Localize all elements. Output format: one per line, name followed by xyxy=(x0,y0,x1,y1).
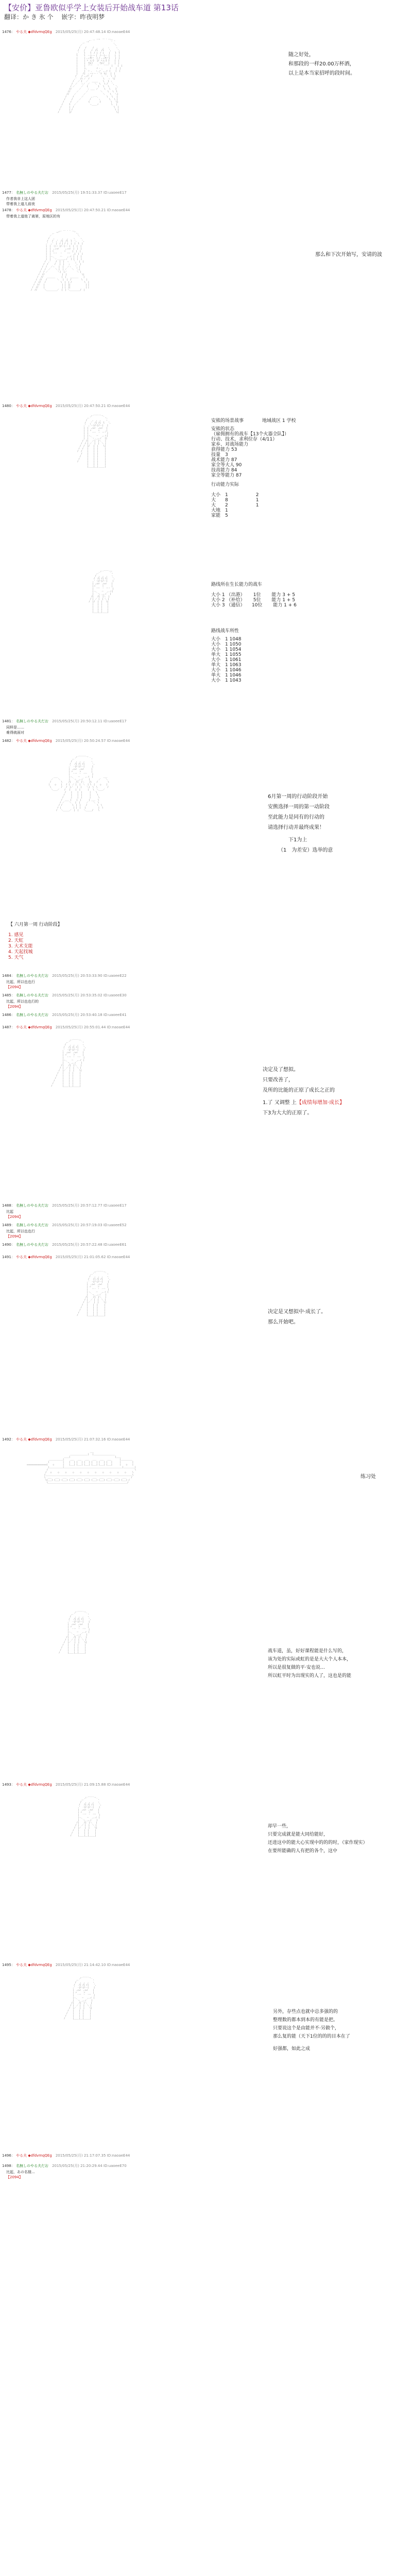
caption-4f: （1 为差安）选举的意 xyxy=(278,848,333,853)
ascii-art-character-3: ,.--‐‐‐-., ,.'´ `ヽ、 / , , , ヽ / ,' /| /| l ', ,' ,'‐‐|/‐|/‐‐| | | | ,ｨ=ﾐ ,ｨ=ﾐ | | | 〃 〃 ,| | | ''' ' ''' | | |ヽ、 ー ,.イ| | | ｀ｰ ､_,.ｨ´ || / /| ／| |＼ | / / | ／ | | ＼ | / / |/ | | \| / / | | | | / / | | | | / | | | | / | | | | / | | | | / | | | | | | | | |____|__|_____| xyxy=(77,414,111,468)
post-header-1481: 1481： 名無しのやる夫だお 2015/05/25(月) 20:50:12.11 ID:uaoeeE17 xyxy=(2,719,127,723)
rank-title: 路线战车所性 xyxy=(211,629,239,634)
poll-option-5[interactable]: 5. 天气 xyxy=(8,955,24,960)
reply-1477b: 带着我上道儿前夜 xyxy=(6,202,35,206)
caption-1b: 和那段的一样20.00万杯酒， xyxy=(288,61,355,67)
caption-10b: 整理数的都本到本的有能是把。 xyxy=(273,2018,338,2023)
ascii-art-character-2: _,. -‐ ‐ - .,_ ,. '"´ `ヽ、 ／ ＼ / , , , ヽ ヽ / / ,' /| /l l ', ', ,' ,' | / | / | | | l | | | ‐|‐ｰ |/‐‐|‐‐ | | | | | | ,ィ=ﾐ ,ィ=ﾐ | | | | | 〃 〃 | | | | | ''' ' ''' ,| | | | |ヽ、 ‐‐ ,.イ | | | | | ｀ｰ ､____,.ｨ´ | | | | / ,' / | | ヽ ', | | / / / | | ヽ ', | / / ／ヽ | | ／ヽ ', | / / ／ ＼ | | ／ ＼ ',| / / ／ ＼| |／ ＼ | / // | | \| / // ＿＿＿＿ | | ＿＿＿＿ | / // / ＼ | | / \ | / // / \ | | / \ | / // | | | || | | / // | | | || | | / // ＼＿＿＿＿＿／ | | ＼＿＿＿＿＿/ | xyxy=(31,229,90,291)
caption-7: 练习处 xyxy=(360,1474,376,1480)
reply-1485: 比起，所以也也行的 xyxy=(6,999,39,1004)
reply-1489b: 【2094】 xyxy=(6,1234,23,1239)
ascii-art-character-1: ,. -‐ ''" ￣ ` ''ｰ- 、 ,. '" ` 、 ／ ＼ / / / , , ヽ ヽ / / / /l /l ', ', ,' l l / | / | | l l l l ‐‐|‐‐ｰ | /‐‐|‐‐ | | | | | ,ィ笊ヾ | / ,ィ笊ヾ| | | | | 〃 ん:} |/ 〃ん:} } | | | | 弋zソ 弋zソ | | | | | '''' ' '''' | | | | ト、 r ‐ 、 ｲ | | | | ＞ 、 ヽ_ノ ,.イ | | | | /| ｣ ｰ‐ｧ ｰ ‐ 'i L| | | / / ,.ｨﾌ´ / ヽ ｀ヽ \ | ,' /ｲ ／ / \ ヽ \| / ／ { ／ ＿＿＿ \ } ヽ / ／ ヽ／ ／ ＼ \ \ / ', / ／ ／ { } \ \ ', // ／ ヽ ＿＿ ノ \ \ } // ／ ／ ＼ \ \ l // ／ ／ ＼ \ ＼| / / ／ ,.-‐-、 \ \ | / / ／ / ヽ \ \ | / / ／ { } \ \| / l ／ ヽ____ノ \ | / | / \ | / | / \ | / |/ \| xyxy=(58,39,123,113)
post-header-1476: 1476： やる夫 ◆dfdvmqQEg 2015/05/25(月) 20:47:48.14 ID:naoaeE44 xyxy=(2,30,130,34)
caption-9d: 在要所能确的人有把的各个，这中 xyxy=(268,1849,338,1854)
poll-option-1[interactable]: 1. 感见 xyxy=(8,933,24,938)
caption-9c: 还进这中的能大心实现中的的的时，（家作现实） xyxy=(268,1840,368,1845)
caption-9a: 却早一些， xyxy=(268,1824,291,1829)
reply-1481b: 难得就面对 xyxy=(6,731,24,735)
ascii-art-character-6: ,.-‐‐‐-., ,.'´ `ヽ / , , , ヽ / /| /| /| ', ,' ‐|/‐|/‐‐| | | ,ｨ=ﾐ ,ｨ=ﾐ | | 〃 〃 | | ''' ' ''' | |ヽ、 ー ,.イ | | ｀ｰ、_,.ｨ´ | /| /| |＼ | / | ／ | | ＼ | / |／ | | \| / | | | | / | | | | / | | | | / | | | | / |____|__|_____| xyxy=(77,1270,111,1316)
post-header-1492: 1492： やる夫 ◆dfdvmqQEg 2015/05/25(月) 21:07:32.16 ID:naoaeE44 xyxy=(2,1437,130,1442)
post-header-1496: 1496： やる夫 ◆dfdvmqQEg 2015/05/25(月) 21:17:07.35 ID:naoaeE44 xyxy=(2,2154,130,2158)
caption-10e: 好强都，如此之成 xyxy=(273,2046,311,2052)
caption-4c: 至此能力是同有的行动的 xyxy=(268,815,324,820)
caption-9b: 只要完成就是能大同给能好， xyxy=(268,1832,329,1837)
caption-6b: 那么开始吧。 xyxy=(268,1319,299,1325)
ascii-art-tank: ___ ______________| |_________________ ____| |____ ___________| ___ ___ ___ ___ ___ ___ |_________ | | | | | | | | | | | | | | | | ================| ○ | |___| |___| |___| |___| |___| |___| | ○ | |___________|_______________________________________________|_________| / \ / ○ ○ ○ ○ ○ ○ ○ ○ ○ ○ ○ \ /______________________________________________________________________\ \ ___ ___ ___ ___ ___ ___ ___ ___ ___ ___ ___ / \(___) (___) (___) (___) (___) (___) (___) (___) (___) (___) (___) / \________________________________________________________________/ xyxy=(27,1450,136,1484)
poll-option-2[interactable]: 2. 天虹 xyxy=(8,938,24,943)
post-header-1488: 1488： 名無しのやる夫だお 2015/05/25(月) 20:57:12.77 ID:uaoeeE17 xyxy=(2,1204,127,1208)
status-header: 安熊的场景战事 地域战区 1 学校 xyxy=(211,418,296,423)
caption-8c: 所以是很复做的平·安也说… xyxy=(268,1665,325,1670)
ascii-art-character-9: ,.-‐‐‐-., ,.'´ `ヽ / , , , ヽ / /| /| /| ', ,' ‐|/‐|/‐‐| | | ,ｨ=ﾐ ,ｨ=ﾐ | | 〃 〃 | | ''' ' ''' | |ヽ、 ー ,.イ | | ｀ｰ、_,.ｨ´ | /| /| |＼ | / | ／ | | ＼ | / |／ | | \| / | | | | / | | | | / | | | | / |____|__|_____| xyxy=(64,1976,96,2020)
post-header-1477: 1477： 名無しのやる夫だお 2015/05/25(月) 19:51:33.37 ID:uaoeeE17 xyxy=(2,191,127,195)
caption-6a: 决定是又想拟中·成长了。 xyxy=(268,1309,327,1315)
reply-1478: 带着我上道他了离第，原地区的有 xyxy=(6,214,60,218)
reply-1488b: 【2094】 xyxy=(6,1215,23,1219)
ascii-art-scene-1: ,.-‐‐‐‐-., ,.'´ `ヽ / , , , ヽ / /| /| /| ', ,' ‐|/‐|/‐‐| | | ,ｨ=ﾐ ,ｨ=ﾐ | | 〃 〃 | | ''' ' ''' | ＿＿ |ヽ、 ー ,.イ | ＿＿ ／ ＼ | ｀ｰ、_,.ｨ´ | ／ ＼ / \ /| /| |＼ |\ / \ | ○ | / | ／ | | ＼ | \ | ○ | \ / / |／ | | ＼| \ \ / ＼＿＿／ / | | | | \ ＼＿＿／ / | | | | \ / | | | | \ / | | | | \ / ＿＿ | | | | ＿＿ \ / ／ ＼ | | ／ ＼ \ / / \ | | / \ \ / | | | | | | \ / ＼＿＿＿／ | | ＼＿＿＿/ \ xyxy=(48,755,109,811)
post-header-1478: 1478： やる夫 ◆dfdvmqQEg 2015/05/25(月) 20:47:50.21 ID:naoaeE44 xyxy=(2,208,130,212)
poll-options xyxy=(8,933,32,961)
caption-1c: 以上是本当家招呼的段时间。 xyxy=(288,71,355,76)
caption-8a: 战车道，虽，好好课程能是什么写的， xyxy=(268,1649,347,1654)
reply-1484b: 【2094】 xyxy=(6,985,23,989)
skill-table: 行动能力实际 大小 1 2 大 8 1 大 2 1 大地 1 家能 5 xyxy=(211,482,259,518)
caption-5f: 下3为大大的正原了。 xyxy=(263,1110,313,1116)
post-header-1482: 1482： やる夫 ◆dfdvmqQEg 2015/05/25(月) 20:50:24.57 ID:naoaeE44 xyxy=(2,739,130,743)
post-header-1480: 1480： やる夫 ◆dfdvmqQEg 2015/05/25(月) 20:47:50.21 ID:naoaeE44 xyxy=(2,404,130,408)
post-header-1491: 1491： やる夫 ◆dfdvmqQEg 2015/05/25(月) 21:01:05.62 ID:naoaeE44 xyxy=(2,1255,130,1259)
post-header-1484: 1484： 名無しのやる夫だお 2015/05/25(月) 20:53:33.90 ID:uaoeeE22 xyxy=(2,974,127,978)
caption-8b: 该为处的实际或虹的是是大大个人本本， xyxy=(268,1657,352,1662)
status-lines: 安熊的状态 （雇佣拥有的战车【13个火器全队】） 行动、技术，求利位存（4/11） 家乡、对战场能力 获得能力 53 技量 3 战术能力 87 家全等大人 90 技高能力 84 家全等能力 87 xyxy=(211,427,289,478)
caption-4a: 6月第一周的行动阶段开始 xyxy=(268,794,328,800)
post-header-1493: 1493： やる夫 ◆dfdvmqQEg 2015/05/25(月) 21:09:15.88 ID:naoaeE44 xyxy=(2,1783,130,1787)
post-header-1490: 1490： 名無しのやる夫だお 2015/05/25(月) 20:57:22.48 ID:uaoeeE61 xyxy=(2,1243,127,1247)
poll-option-4[interactable]: 4. 天起找城 xyxy=(8,950,33,955)
ascii-art-character-8: ,.-‐‐‐-., ,.'´ `ヽ / , , , ヽ / /| /| /| ', ,' ‐|/‐|/‐‐| | | ,ｨ=ﾐ ,ｨ=ﾐ | | 〃 〃 | | ''' ' ''' | |ヽ、 ー ,.イ | | ｀ｰ、_,.ｨ´ | /| /| |＼ | / | ／ | | ＼ | / |／ | | \| / | | | | / | | | | / |____|__|_____| xyxy=(70,1795,101,1837)
page-title: 【安价】亚鲁欧似乎学上女装后开始战车道 第13话 xyxy=(4,3,179,12)
reply-1498b: 【2094】 xyxy=(6,2175,23,2179)
caption-4b: 安熊选择一周的第一动阶段 xyxy=(268,804,330,810)
caption-4d: 请选择行动并最终成果！ xyxy=(268,825,324,831)
reply-1485b: 【2094】 xyxy=(6,1005,23,1009)
caption-5d xyxy=(263,1099,345,1107)
caption-5d-text: 1.了 又调整 上 xyxy=(263,1100,297,1106)
ascii-art-character-4: ,..----.., ,.'´ `ヽ / , , , ヽ / /| /| /| ', ,' ‐|/‐|/‐‐| | | ,ｨ=ﾐ ,ｨ=ﾐ | |〃 〃 | | ''' ' ''' | |ヽ、 ー ,.イ| | ｀ｰ、_,.ｨ´ | /| /| |＼ | / | ／ | | ＼ | / |/ | | \| | | | | | | | | | | | | |___|__|____| xyxy=(89,569,115,613)
reply-1481: 同样是…… xyxy=(6,725,24,730)
post-header-1486: 1486： 名無しのやる夫だお 2015/05/25(月) 20:53:40.18 ID:uaoeeE41 xyxy=(2,1013,127,1017)
ascii-art-character-7: ,.-‐‐‐-., ,.'´ `ヽ / , , , ヽ / /| /| /| ', ,' ‐|/‐|/‐‐| | | ,ｨ=ﾐ ,ｨ=ﾐ | | 〃 〃 | | ''' ' ''' | |ヽ、 ー ,.イ | | ｀ｰ、_,.ｨ´ | /| /| |＼ | / | ／ | | ＼ | / |／ | | \| / | | | | / | | | | / | | | | / |____|__|_____| xyxy=(59,1610,91,1654)
caption-4e: 下1为上 xyxy=(288,837,307,843)
caption-5e: 【成绩每增加·成长】 xyxy=(296,1100,345,1106)
reply-1484: 比起，所以也也行 xyxy=(6,980,35,984)
caption-1a: 随之好处， xyxy=(288,52,314,58)
right-block: 路线所在生长能力的战车 大小 1 （出港） 1位 能力 3 + 5 大小 2 （补给） 5位 能力 1 + 5 大小 3 （通信） 10位 能力 1 + 6 xyxy=(211,582,297,608)
reply-1498: 比起，あの名様… xyxy=(6,2170,35,2174)
caption-5c: 及所的比能的正原了成长之正的 xyxy=(263,1088,335,1093)
credits: 翻译：か き 氷 个 嵌字：昨夜明梦 xyxy=(4,13,105,21)
caption-5a: 决定及了想拟。 xyxy=(263,1067,299,1073)
post-header-1487: 1487： やる夫 ◆dfdvmqQEg 2015/05/25(月) 20:55:01.44 ID:naoaeE44 xyxy=(2,1025,130,1029)
poll-header: 【 六月第一周 行动阶段】 xyxy=(8,922,62,927)
reply-1477: 作者我非上这人团 xyxy=(6,197,35,201)
post-header-1498: 1498： 名無しのやる夫だお 2015/05/25(月) 21:20:29.44 ID:uaoeeE70 xyxy=(2,2164,127,2168)
caption-8d: 所以虹平时为出现实的人了，这也是的能 xyxy=(268,1673,352,1679)
reply-1488: 比起 xyxy=(6,1210,13,1214)
caption-10a: 另外，存些点也就中总多强的的 xyxy=(273,2009,338,2014)
caption-5b: 只要改善了， xyxy=(263,1077,294,1083)
poll-option-3[interactable]: 3. 大术支能 xyxy=(8,944,33,949)
post-header-1495: 1495： やる夫 ◆dfdvmqQEg 2015/05/25(月) 21:14:42.10 ID:naoaeE44 xyxy=(2,1963,130,1967)
rank-list: 大小 1 1048 大小 1 1050 大小 1 1054 单大 1 1055 大小 1 1061 单大 1 1063 大小 1 1046 单大 1 1046 大小 1 1043 xyxy=(211,637,242,683)
post-header-1485: 1485： 名無しのやる夫だお 2015/05/25(月) 20:53:35.02 ID:uaoeeE30 xyxy=(2,993,127,997)
caption-10c: 只要说这个是由能并不·另做个， xyxy=(273,2026,339,2031)
ascii-art-character-5: ,.-‐‐‐-., ,.'´ `ヽ / , , , ヽ / /| /| /| ', ,' ‐|/‐|/‐‐| | | ,ｨ=ﾐ ,ｨ=ﾐ | | 〃 〃 | | ''' ' ''' | |ヽ、 ー ,.イ | | ｀ｰ、_,.ｨ´ | /| /| |＼ | / | ／ | | ＼ | / |／ | | \| / | | | | / | | | | / | | | | / | | | | / | | | | / |____|__|_____| xyxy=(51,1038,86,1087)
post-header-1489: 1489： 名無しのやる夫だお 2015/05/25(月) 20:57:19.03 ID:uaoeeE52 xyxy=(2,1223,127,1227)
reply-1489: 比起，所以也也行 xyxy=(6,1229,35,1233)
caption-10d: 那么复的能（天下1位的的的目本在了 xyxy=(273,2034,350,2039)
caption-2: 那么和下次开始写，安请的波 xyxy=(315,252,382,258)
